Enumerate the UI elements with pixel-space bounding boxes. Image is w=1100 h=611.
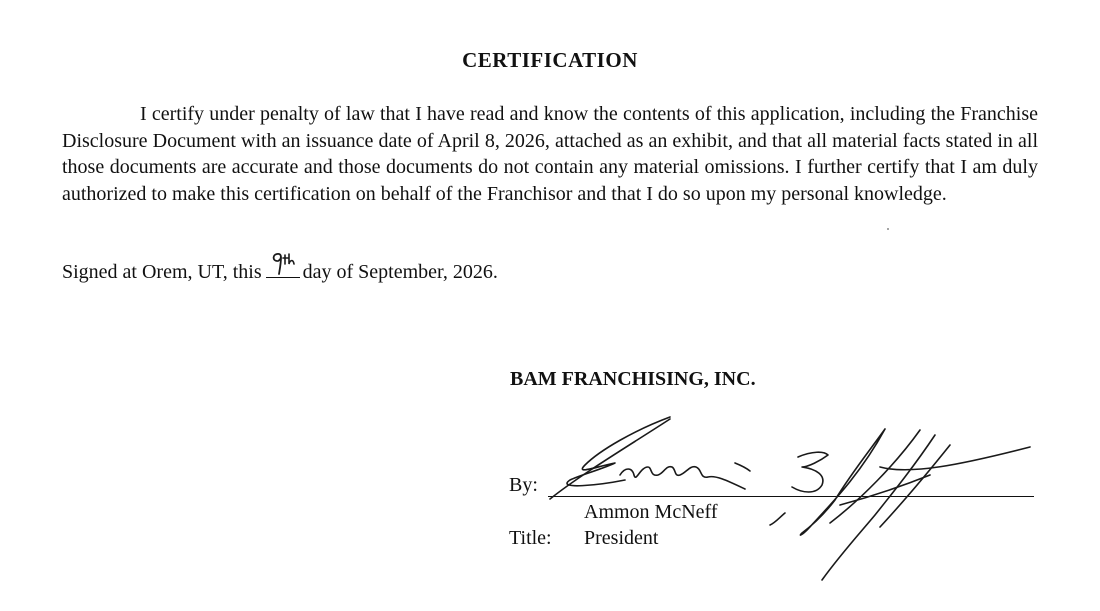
title-label: Title:: [509, 527, 552, 549]
signer-name: Ammon McNeff: [584, 501, 718, 523]
day-blank: [266, 259, 300, 278]
scan-speck: [887, 228, 889, 230]
signed-line: [62, 259, 498, 284]
by-label: By:: [509, 474, 538, 496]
page-title: CERTIFICATION: [462, 48, 638, 72]
certification-paragraph: I certify under penalty of law that I have read and know the contents of this application, including the Franchise Disclosure Document with an issuance date of April 8, 2026, attached as an exhibit, and that all material facts stated in all those documents are accurate and those documents do not contain any material omissions. I further certify that I am duly authorized to make this certification on behalf of the Franchisor and that I do so upon my personal knowledge.: [62, 103, 1038, 205]
company-name: BAM FRANCHISING, INC.: [510, 368, 756, 390]
signed-prefix: Signed at Orem, UT, this: [62, 261, 262, 283]
signed-suffix: day of September, 2026.: [302, 261, 498, 283]
title-value: President: [584, 527, 659, 549]
handwritten-day: [268, 251, 300, 275]
handwritten-signature: [540, 405, 1060, 595]
